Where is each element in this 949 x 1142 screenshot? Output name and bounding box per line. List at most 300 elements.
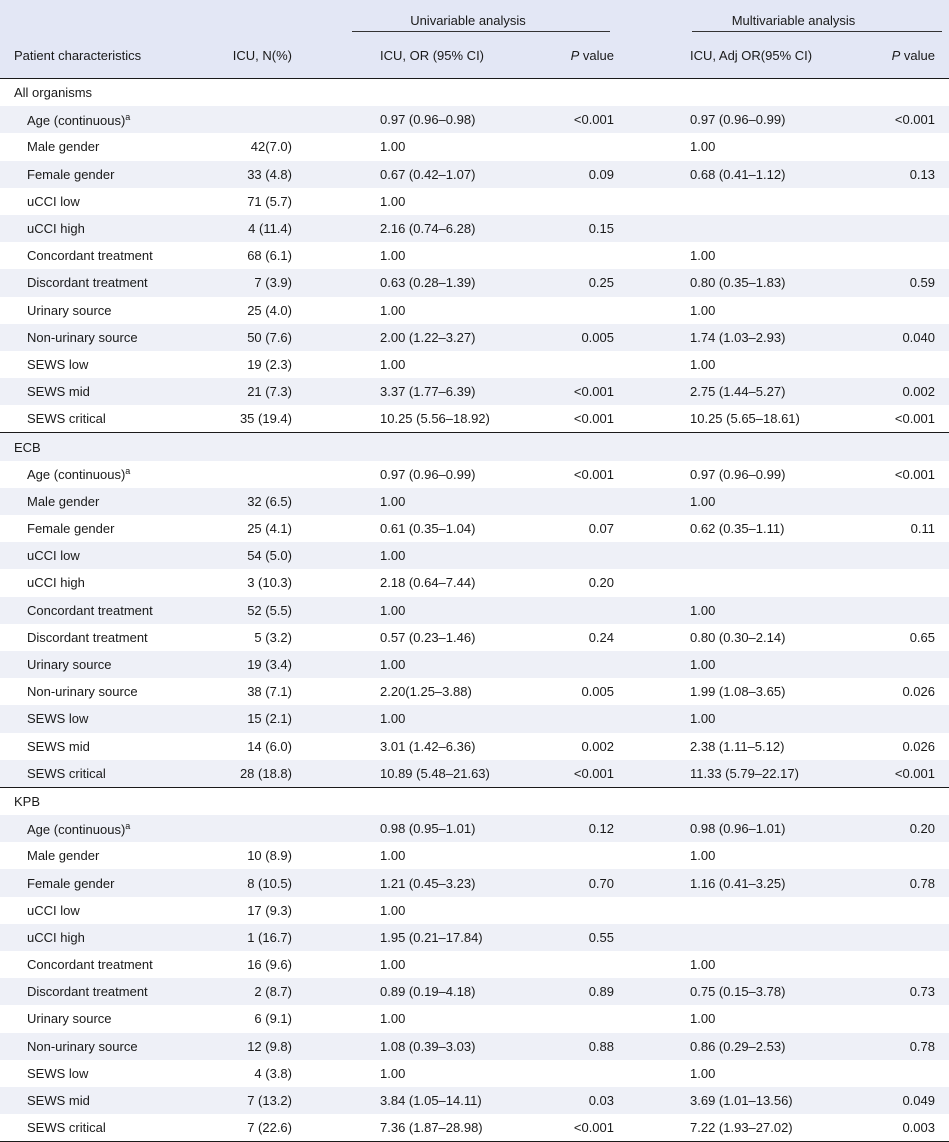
- col-header-adj-or: ICU, Adj OR(95% CI): [690, 47, 813, 63]
- table-row: [0, 461, 949, 488]
- row-label: [0, 269, 196, 296]
- icu-n-cell: [196, 815, 310, 842]
- row-label: [0, 842, 196, 869]
- row-label: [0, 378, 196, 405]
- row-label-text: Concordant treatment: [27, 957, 153, 973]
- adj-or-cell: 7.22 (1.93–27.02): [618, 1114, 833, 1142]
- row-label: [0, 488, 196, 515]
- p-value-cell: <0.001: [502, 378, 618, 405]
- icu-n-cell: 54 (5.0): [196, 542, 310, 569]
- icu-n-cell: 25 (4.1): [196, 515, 310, 542]
- row-label: [0, 569, 196, 596]
- row-label-text: Concordant treatment: [27, 248, 153, 264]
- adj-p-value-cell: 0.65: [833, 624, 949, 651]
- table-row: [0, 133, 949, 160]
- table-row: [0, 405, 949, 433]
- row-label: [0, 351, 196, 378]
- or-cell: 1.00: [310, 542, 502, 569]
- adj-or-cell: 1.00: [618, 351, 833, 378]
- adj-or-cell: 1.00: [618, 488, 833, 515]
- row-label: [0, 515, 196, 542]
- table-row: [0, 542, 949, 569]
- row-label-text: uCCI low: [27, 548, 80, 564]
- icu-n-cell: 68 (6.1): [196, 242, 310, 269]
- adj-or-cell: 1.00: [618, 297, 833, 324]
- row-label: [0, 161, 196, 188]
- icu-n-cell: 52 (5.5): [196, 597, 310, 624]
- adj-p-value-cell: 0.026: [833, 678, 949, 705]
- row-label: [0, 405, 196, 433]
- icu-n-cell: 8 (10.5): [196, 869, 310, 896]
- adj-p-value-cell: [833, 297, 949, 324]
- icu-n-cell: 2 (8.7): [196, 978, 310, 1005]
- or-cell: 0.67 (0.42–1.07): [310, 161, 502, 188]
- or-cell: 1.00: [310, 842, 502, 869]
- adj-p-value-cell: [833, 488, 949, 515]
- adj-or-cell: 1.74 (1.03–2.93): [618, 324, 833, 351]
- row-label-text: Urinary source: [27, 657, 112, 673]
- icu-n-cell: 71 (5.7): [196, 188, 310, 215]
- adj-p-value-cell: 0.20: [833, 815, 949, 842]
- p-value-cell: 0.70: [502, 869, 618, 896]
- p-value-cell: [502, 542, 618, 569]
- p-value-cell: [502, 842, 618, 869]
- row-label: [0, 678, 196, 705]
- or-cell: 1.00: [310, 651, 502, 678]
- adj-or-cell: 1.00: [618, 951, 833, 978]
- row-label: [0, 242, 196, 269]
- adj-p-value-cell: 0.78: [833, 869, 949, 896]
- table-row: [0, 597, 949, 624]
- row-label-text: SEWS critical: [27, 1120, 106, 1136]
- table-row: [0, 188, 949, 215]
- adj-or-cell: 1.00: [618, 705, 833, 732]
- p-value-cell: [502, 488, 618, 515]
- table-row: [0, 733, 949, 760]
- table-row: [0, 705, 949, 732]
- p-value-cell: 0.20: [502, 569, 618, 596]
- adj-p-value-cell: 0.59: [833, 269, 949, 296]
- row-label-text: Non-urinary source: [27, 1038, 138, 1054]
- row-label: [0, 1060, 196, 1087]
- adj-or-cell: 1.00: [618, 842, 833, 869]
- icu-n-cell: 32 (6.5): [196, 488, 310, 515]
- row-label-text: uCCI high: [27, 929, 85, 945]
- or-cell: 1.00: [310, 597, 502, 624]
- row-label: [0, 461, 196, 488]
- table-row: [0, 488, 949, 515]
- or-cell: 1.00: [310, 133, 502, 160]
- p-value-cell: 0.005: [502, 324, 618, 351]
- table-row: [0, 297, 949, 324]
- adj-p-value-cell: [833, 569, 949, 596]
- icu-n-cell: 14 (6.0): [196, 733, 310, 760]
- table-header: [0, 0, 949, 79]
- table-row: [0, 324, 949, 351]
- p-value-cell: [502, 1060, 618, 1087]
- icu-n-cell: 16 (9.6): [196, 951, 310, 978]
- icu-n-cell: 7 (13.2): [196, 1087, 310, 1114]
- p-value-cell: <0.001: [502, 461, 618, 488]
- adj-p-value-cell: [833, 1005, 949, 1032]
- row-label: [0, 324, 196, 351]
- header-column-row: [0, 32, 949, 79]
- p-value-cell: 0.12: [502, 815, 618, 842]
- row-label: [0, 297, 196, 324]
- icu-n-cell: 7 (3.9): [196, 269, 310, 296]
- p-value-cell: 0.25: [502, 269, 618, 296]
- adj-or-cell: 0.80 (0.35–1.83): [618, 269, 833, 296]
- icu-n-cell: 10 (8.9): [196, 842, 310, 869]
- or-cell: 1.21 (0.45–3.23): [310, 869, 502, 896]
- or-cell: 10.89 (5.48–21.63): [310, 760, 502, 788]
- adj-p-value-cell: 0.73: [833, 978, 949, 1005]
- p-value-cell: [502, 133, 618, 160]
- icu-n-cell: 4 (3.8): [196, 1060, 310, 1087]
- or-cell: 3.37 (1.77–6.39): [310, 378, 502, 405]
- header-group-row: [0, 0, 949, 32]
- adj-or-cell: [618, 924, 833, 951]
- row-label-text: Non-urinary source: [27, 684, 138, 700]
- adj-or-cell: [618, 188, 833, 215]
- adj-p-value-cell: [833, 924, 949, 951]
- table-body: [0, 79, 949, 1142]
- row-label-text: Age (continuous): [27, 112, 126, 128]
- table-row: [0, 897, 949, 924]
- adj-p-value-cell: [833, 951, 949, 978]
- row-label: [0, 869, 196, 896]
- or-cell: 10.25 (5.56–18.92): [310, 405, 502, 433]
- adj-p-value-cell: 0.049: [833, 1087, 949, 1114]
- or-cell: 1.00: [310, 1005, 502, 1032]
- p-value-cell: [502, 188, 618, 215]
- row-label-text: Urinary source: [27, 302, 112, 318]
- table-row: [0, 815, 949, 842]
- icu-n-cell: 38 (7.1): [196, 678, 310, 705]
- section-title: All organisms: [0, 79, 949, 107]
- adj-or-cell: 2.75 (1.44–5.27): [618, 378, 833, 405]
- or-cell: 2.18 (0.64–7.44): [310, 569, 502, 596]
- row-label: [0, 733, 196, 760]
- icu-n-cell: [196, 106, 310, 133]
- or-cell: 1.00: [310, 188, 502, 215]
- table-row: [0, 351, 949, 378]
- table-row: [0, 215, 949, 242]
- adj-or-cell: 0.97 (0.96–0.99): [618, 106, 833, 133]
- table-row: [0, 678, 949, 705]
- adj-or-cell: 1.00: [618, 242, 833, 269]
- row-label: [0, 760, 196, 788]
- table-row: [0, 515, 949, 542]
- row-label-text: uCCI high: [27, 575, 85, 591]
- icu-n-cell: 3 (10.3): [196, 569, 310, 596]
- row-label-text: SEWS low: [27, 711, 89, 727]
- p-italic: P: [570, 47, 580, 63]
- row-label-text: Age (continuous): [27, 821, 126, 837]
- adj-p-value-cell: <0.001: [833, 106, 949, 133]
- adj-or-cell: 3.69 (1.01–13.56): [618, 1087, 833, 1114]
- adj-p-value-cell: <0.001: [833, 760, 949, 788]
- icu-n-cell: 5 (3.2): [196, 624, 310, 651]
- row-label: [0, 1114, 196, 1142]
- or-cell: 1.00: [310, 242, 502, 269]
- row-label-text: Discordant treatment: [27, 629, 148, 645]
- adj-p-value-cell: 0.13: [833, 161, 949, 188]
- adj-p-value-cell: [833, 842, 949, 869]
- or-cell: 1.95 (0.21–17.84): [310, 924, 502, 951]
- row-label-text: Discordant treatment: [27, 275, 148, 291]
- row-label-text: Concordant treatment: [27, 602, 153, 618]
- row-label-text: Urinary source: [27, 1011, 112, 1027]
- adj-p-value-cell: [833, 651, 949, 678]
- row-label-text: Age (continuous): [27, 467, 126, 483]
- table-row: [0, 760, 949, 788]
- univariable-group-cell: [310, 0, 618, 32]
- adj-or-cell: 0.98 (0.96–1.01): [618, 815, 833, 842]
- p-value-cell: 0.88: [502, 1033, 618, 1060]
- adj-or-cell: 1.16 (0.41–3.25): [618, 869, 833, 896]
- multivariable-underline: [692, 31, 942, 32]
- icu-n-cell: 21 (7.3): [196, 378, 310, 405]
- row-label-text: Male gender: [27, 848, 100, 864]
- or-cell: 1.00: [310, 1060, 502, 1087]
- row-label: [0, 651, 196, 678]
- or-cell: 3.84 (1.05–14.11): [310, 1087, 502, 1114]
- adj-p-value-cell: 0.002: [833, 378, 949, 405]
- adj-or-cell: 1.00: [618, 1060, 833, 1087]
- icu-n-cell: 35 (19.4): [196, 405, 310, 433]
- p-value-cell: [502, 597, 618, 624]
- row-label: [0, 951, 196, 978]
- row-label-text: Female gender: [27, 521, 115, 537]
- adj-or-cell: 0.75 (0.15–3.78): [618, 978, 833, 1005]
- p-value-cell: 0.24: [502, 624, 618, 651]
- icu-n-cell: 25 (4.0): [196, 297, 310, 324]
- adj-p-value-cell: [833, 351, 949, 378]
- row-label: [0, 1033, 196, 1060]
- icu-n-cell: 4 (11.4): [196, 215, 310, 242]
- p-value-cell: 0.89: [502, 978, 618, 1005]
- icu-n-cell: 50 (7.6): [196, 324, 310, 351]
- table-row: [0, 624, 949, 651]
- adj-or-cell: 2.38 (1.11–5.12): [618, 733, 833, 760]
- table-row: [0, 1005, 949, 1032]
- or-cell: 1.00: [310, 297, 502, 324]
- row-label-text: Discordant treatment: [27, 984, 148, 1000]
- or-cell: 2.20(1.25–3.88): [310, 678, 502, 705]
- table-row: [0, 569, 949, 596]
- multivariable-group-label: Multivariable analysis: [731, 13, 856, 28]
- p-rest: value: [900, 47, 935, 63]
- row-label: [0, 215, 196, 242]
- adj-p-value-cell: [833, 188, 949, 215]
- row-label: [0, 705, 196, 732]
- row-label-text: Non-urinary source: [27, 329, 138, 345]
- table-row: [0, 242, 949, 269]
- section-title: ECB: [0, 433, 949, 461]
- univariable-underline: [352, 31, 610, 32]
- adj-or-cell: 1.00: [618, 1005, 833, 1032]
- row-label: [0, 815, 196, 842]
- row-label-text: Male gender: [27, 493, 100, 509]
- adj-or-cell: 0.97 (0.96–0.99): [618, 461, 833, 488]
- table-row: [0, 1060, 949, 1087]
- p-value-cell: 0.002: [502, 733, 618, 760]
- adj-or-cell: 0.68 (0.41–1.12): [618, 161, 833, 188]
- table-row: [0, 651, 949, 678]
- p-value-cell: 0.03: [502, 1087, 618, 1114]
- adj-or-cell: 0.62 (0.35–1.11): [618, 515, 833, 542]
- row-label: [0, 624, 196, 651]
- adj-or-cell: 1.00: [618, 133, 833, 160]
- row-label-text: Female gender: [27, 875, 115, 891]
- p-value-cell: [502, 705, 618, 732]
- or-cell: 1.00: [310, 705, 502, 732]
- adj-p-value-cell: 0.003: [833, 1114, 949, 1142]
- univariable-group-label: Univariable analysis: [410, 13, 526, 28]
- or-cell: 1.00: [310, 951, 502, 978]
- icu-n-cell: 6 (9.1): [196, 1005, 310, 1032]
- adj-or-cell: 1.99 (1.08–3.65): [618, 678, 833, 705]
- icu-n-cell: 7 (22.6): [196, 1114, 310, 1142]
- table-row: [0, 1033, 949, 1060]
- multivariable-group-cell: [618, 0, 949, 32]
- adj-p-value-cell: <0.001: [833, 405, 949, 433]
- adj-or-cell: 1.00: [618, 651, 833, 678]
- or-cell: 0.61 (0.35–1.04): [310, 515, 502, 542]
- icu-n-cell: 42(7.0): [196, 133, 310, 160]
- icu-n-cell: 33 (4.8): [196, 161, 310, 188]
- adj-p-value-cell: [833, 705, 949, 732]
- row-label-text: uCCI low: [27, 193, 80, 209]
- or-cell: 0.89 (0.19–4.18): [310, 978, 502, 1005]
- adj-or-cell: 10.25 (5.65–18.61): [618, 405, 833, 433]
- adj-p-value-cell: [833, 542, 949, 569]
- col-header-or: ICU, OR (95% CI): [380, 47, 485, 63]
- adj-p-value-cell: 0.11: [833, 515, 949, 542]
- p-value-cell: [502, 297, 618, 324]
- icu-n-cell: 1 (16.7): [196, 924, 310, 951]
- table-row: [0, 378, 949, 405]
- row-label: [0, 188, 196, 215]
- row-label: [0, 542, 196, 569]
- or-cell: 2.00 (1.22–3.27): [310, 324, 502, 351]
- adj-or-cell: 0.80 (0.30–2.14): [618, 624, 833, 651]
- row-label: [0, 1005, 196, 1032]
- row-label-text: SEWS low: [27, 356, 89, 372]
- or-cell: 1.00: [310, 488, 502, 515]
- p-value-cell: [502, 351, 618, 378]
- icu-n-cell: 19 (2.3): [196, 351, 310, 378]
- p-value-cell: 0.005: [502, 678, 618, 705]
- p-rest: value: [579, 47, 614, 63]
- or-cell: 2.16 (0.74–6.28): [310, 215, 502, 242]
- row-label: [0, 978, 196, 1005]
- adj-or-cell: [618, 569, 833, 596]
- row-label: [0, 897, 196, 924]
- row-label-text: SEWS critical: [27, 765, 106, 781]
- row-label-text: uCCI low: [27, 902, 80, 918]
- p-value-cell: [502, 651, 618, 678]
- row-label: [0, 106, 196, 133]
- adj-p-value-cell: [833, 597, 949, 624]
- adj-or-cell: [618, 542, 833, 569]
- or-cell: 1.08 (0.39–3.03): [310, 1033, 502, 1060]
- row-label-text: SEWS mid: [27, 738, 90, 754]
- or-cell: 0.98 (0.95–1.01): [310, 815, 502, 842]
- icu-n-cell: 19 (3.4): [196, 651, 310, 678]
- col-header-characteristics: Patient characteristics: [14, 47, 142, 63]
- col-header-adj-p-value: [833, 32, 949, 79]
- col-header-icu-n: ICU, N(%): [232, 47, 292, 63]
- adj-p-value-cell: [833, 1060, 949, 1087]
- row-label: [0, 1087, 196, 1114]
- section-header-row: [0, 787, 949, 815]
- icu-n-cell: 28 (18.8): [196, 760, 310, 788]
- table-row: [0, 1114, 949, 1142]
- row-label-text: uCCI high: [27, 221, 85, 237]
- col-header-p-value: [502, 32, 618, 79]
- table-row: [0, 951, 949, 978]
- table-row: [0, 924, 949, 951]
- p-value-cell: <0.001: [502, 1114, 618, 1142]
- p-italic: P: [891, 47, 901, 63]
- adj-p-value-cell: 0.040: [833, 324, 949, 351]
- footnote-marker: a: [125, 820, 131, 831]
- section-header-row: [0, 433, 949, 461]
- adj-or-cell: 0.86 (0.29–2.53): [618, 1033, 833, 1060]
- adj-p-value-cell: [833, 897, 949, 924]
- or-cell: 3.01 (1.42–6.36): [310, 733, 502, 760]
- or-cell: 0.97 (0.96–0.98): [310, 106, 502, 133]
- p-value-cell: <0.001: [502, 106, 618, 133]
- p-value-cell: 0.09: [502, 161, 618, 188]
- row-label-text: Female gender: [27, 166, 115, 182]
- or-cell: 0.63 (0.28–1.39): [310, 269, 502, 296]
- row-label-text: SEWS mid: [27, 384, 90, 400]
- adj-or-cell: [618, 897, 833, 924]
- table-row: [0, 978, 949, 1005]
- adj-p-value-cell: <0.001: [833, 461, 949, 488]
- p-value-cell: [502, 242, 618, 269]
- p-value-cell: <0.001: [502, 405, 618, 433]
- footnote-marker: a: [125, 111, 131, 122]
- p-value-cell: 0.15: [502, 215, 618, 242]
- row-label-text: SEWS low: [27, 1065, 89, 1081]
- row-label-text: SEWS mid: [27, 1093, 90, 1109]
- section-title: KPB: [0, 787, 949, 815]
- adj-p-value-cell: 0.026: [833, 733, 949, 760]
- footnote-marker: a: [125, 466, 131, 477]
- or-cell: 0.57 (0.23–1.46): [310, 624, 502, 651]
- table-row: [0, 161, 949, 188]
- table-row: [0, 842, 949, 869]
- row-label: [0, 924, 196, 951]
- adj-p-value-cell: [833, 242, 949, 269]
- table-row: [0, 1087, 949, 1114]
- table-row: [0, 869, 949, 896]
- adj-p-value-cell: [833, 215, 949, 242]
- p-value-cell: 0.07: [502, 515, 618, 542]
- icu-n-cell: 12 (9.8): [196, 1033, 310, 1060]
- adj-p-value-cell: 0.78: [833, 1033, 949, 1060]
- section-header-row: [0, 79, 949, 107]
- row-label: [0, 597, 196, 624]
- row-label-text: Male gender: [27, 139, 100, 155]
- p-value-cell: [502, 951, 618, 978]
- row-label-text: SEWS critical: [27, 411, 106, 427]
- p-value-cell: [502, 897, 618, 924]
